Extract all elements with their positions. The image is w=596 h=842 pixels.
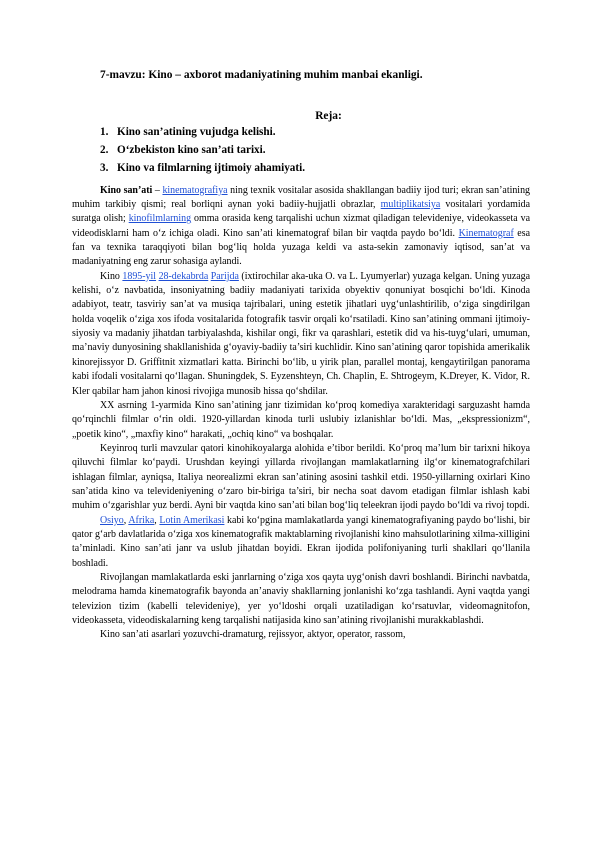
plan-item-number: 1.: [100, 126, 109, 138]
link-parijda[interactable]: Parijda: [210, 270, 239, 282]
plan-item: [100, 162, 530, 176]
link-lotin-amerikasi[interactable]: Lotin Amerikasi: [159, 514, 225, 526]
link-1895-yil[interactable]: 1895-yil: [122, 270, 157, 282]
text-run: ning texnik vositalar asosida shakllangan badiiy ijod turi; ekran san’atining muhim tarkibiy qismi; real borliqni aynan yoki badiiy-hujjatli obrazlar,: [72, 184, 531, 211]
document-body: [72, 184, 530, 643]
text-run: ,: [154, 514, 160, 526]
plan-item: [100, 144, 530, 158]
plan-item-number: 2.: [100, 144, 109, 157]
paragraph-later-themes: Keyinroq turli mavzular qatori kinohikoyalarga alohida e’tibor berildi. Ko‘proq ma’lum bir tarixni hikoya qiluvchi filmlar ko‘paydi. Urushdan keyingi yillarda rivojlangan mamlakatlarning ilg‘or kinematografchilari ishlagan filmlar, ayniqsa, Italiya neorealizmi ekran san’atining asosini tashkil etdi. 1950-yillarning oxirlari Kino san’atida kino va televideniyening o‘zaro bir-biriga ta’siri, bir necha soat davom etadigan filmlar ishlash kabi muhim o‘zgarishlar yuz berdi. Ayni bir vaqtda kino san’ati bilan bog‘liq teleekran ijodi paydo bo‘ldi va rivoj topdi.: [72, 442, 530, 512]
plan-item-text: Kino va filmlarning ijtimoiy ahamiyati.: [117, 162, 306, 175]
text-run: vositalari yordamida suratga olish;: [72, 199, 530, 225]
paragraph-intro: [72, 184, 530, 270]
paragraph-xx-century: XX asrning 1-yarmida Kino san’atining janr tizimidan ko‘proq komediya xarakteridagi sarguzasht hamda qo‘rqinchli filmlar o‘rin oldi. 1920-yillardan kinoda turli uslubiy izlanishlar bo‘ldi. Mas, „ekspressionizm“, „poetik kino“, „maxfiy kino“ harakati, „ochiq kino“ va boshqalar.: [72, 399, 530, 440]
link-28-dekabrda[interactable]: 28-dekabrda: [158, 270, 209, 282]
link-afrika[interactable]: Afrika: [128, 514, 155, 526]
term-kino-sanati: Kino san’ati: [100, 184, 153, 196]
plan-item-text: Kino san’atining vujudga kelishi.: [117, 126, 276, 138]
text-run: omma orasida keng tarqalishi uchun xizmat qiladigan televideniye, videokasseta va videodisklarni ham o‘z ichiga oladi. Kino san’ati kinematograf bilan bir vaqtda paydo bo‘ldi.: [72, 213, 530, 239]
paragraph-origins: [72, 270, 530, 399]
paragraph-regions: [72, 514, 530, 571]
text-run: esa fan va texnika taraqqiyoti bilan bog‘liq holda yuzaga keldi va asta-sekin zamonaviy iqtisod, san’at va madaniyatning eng zarur sohasiga aylandi.: [72, 227, 530, 268]
link-kinematograf[interactable]: Kinematograf: [458, 227, 514, 239]
text-run: Kino: [100, 270, 123, 282]
plan-heading: Reja:: [315, 110, 342, 122]
page-title: 7-mavzu: Kino – axborot madaniyatining muhim manbai ekanligi.: [100, 69, 423, 81]
link-osiyo[interactable]: Osiyo: [100, 514, 124, 526]
text-run: ,: [123, 514, 129, 526]
text-run: kabi ko‘pgina mamlakatlarda yangi kinematografiyaning paydo bo‘lishi, bir qator g‘arb davlatlarida o‘ziga xos kinematografik maktablarning rivojlanishi kino mahsulotlarining xilma-xilligini ta’minladi. Kino san’ati janr va uslub jihatdan boyidi. Ekran ijodida polifoniyaning turli shakllari qo‘llanila boshladi.: [72, 514, 531, 569]
text-run: –: [152, 184, 163, 196]
document-page: [72, 58, 530, 643]
text-run: (ixtirochilar aka-uka O. va L. Lyumyerlar) yuzaga kelgan. Uning yuzaga kelishi, o‘z navbatida, insoniyatning badiiy madaniyati tarixida obyektiv qonuniyat bosqichi bo‘ldi. Kinoda adabiyot, teatr, tasviriy san’at va musiqa tajribalari, uning estetik jihatlari uyg‘unlashtirilib, o‘ziga singdirilgan holda voqelik o‘ziga xos ifoda vositalarida fotografik tasvir orqali ko‘rsatiladi. Kino san’atining ommani ijtimoiy-siyosiy va madaniy jihatdan tarbiyalashda, kishilar ongi, fikr va qarashlari, estetik did va his-tuyg‘ulari, umuman, ma’naviy dunyosining shakllanishida g‘oyaviy-badiiy ta’siri kuchlidir. Kino san’atining qaror topishida amerikalik kinorejissyor D. Griffitnit xizmatlari katta. Birinchi bo‘lib, u yirik plan, parallel montaj, kengaytirilgan panorama kabi ifodali vositalarni qo‘llagan. Shuningdek, S. Eyzenshteyn, Ch. Chaplin, E. Shtrogeym, K.Dreyer, K. Vidor, R. Kler qabilar ham jahon kinosi rivojiga munosib hissa qo‘shdilar.: [72, 270, 531, 397]
plan-item: [100, 126, 530, 140]
link-kinofilmlarning[interactable]: kinofilmlarning: [128, 213, 192, 225]
link-kinematografiya[interactable]: kinematografiya: [162, 184, 228, 196]
paragraph-creators: Kino san’ati asarlari yozuvchi-dramaturg, rejissyor, aktyor, operator, rassom,: [100, 629, 406, 641]
plan-item-number: 3.: [100, 162, 109, 175]
plan-item-text: O‘zbekiston kino san’ati tarixi.: [117, 144, 266, 157]
paragraph-revival: Rivojlangan mamlakatlarda eski janrlarning o‘ziga xos qayta uyg‘onish davri boshlandi. Birinchi navbatda, melodrama hamda kinematografik bayonda an’anaviy shakllarning jonlanishi ko‘zga tashlandi. Ayni vaqtda yangi televizion tizim (kabelli televideniye), yer yo‘ldoshi orqali uzatiladigan ko‘rsatuvlar, videomagnitofon, videokasseta, videodiskalarning keng tarqalishi natijasida kino san’atining rivojlanishi murakkablashdi.: [72, 571, 530, 626]
plan-list: [72, 126, 530, 176]
link-multiplikatsiya[interactable]: multiplikatsiya: [380, 199, 441, 211]
